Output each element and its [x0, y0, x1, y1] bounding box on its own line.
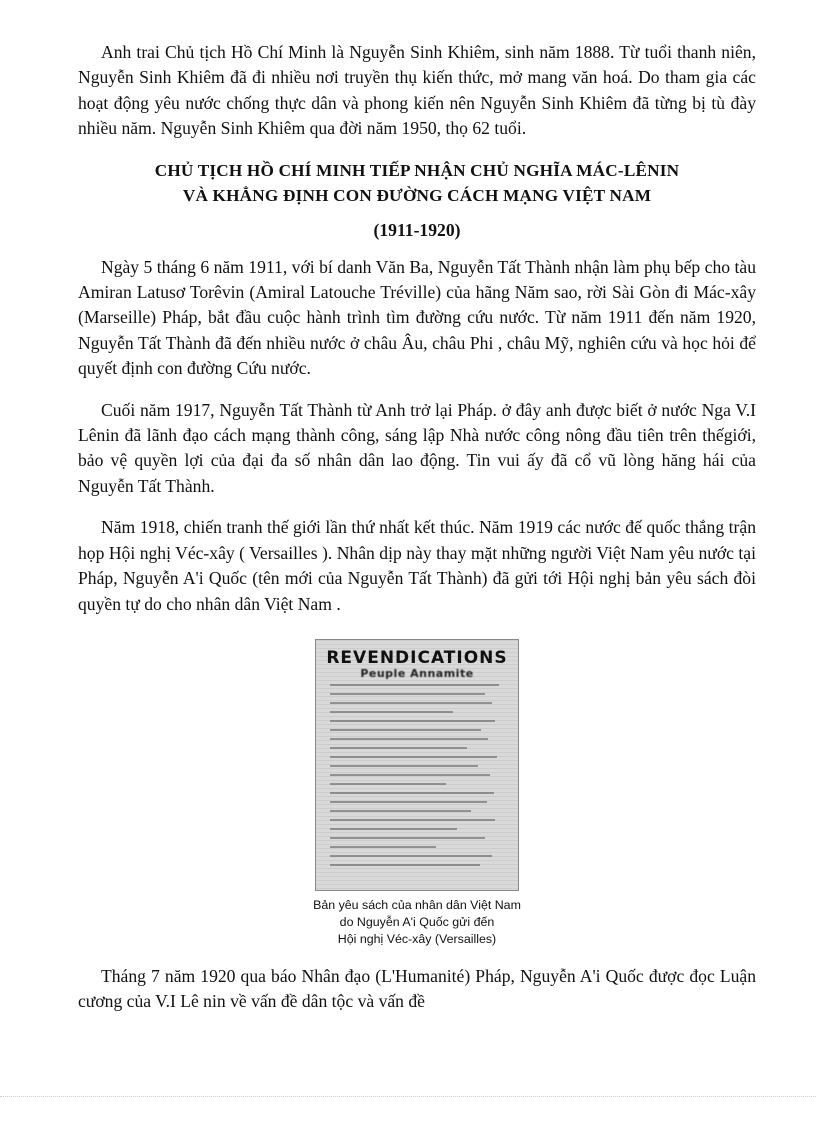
- caption-line3: Hội nghị Véc-xây (Versailles): [337, 931, 497, 946]
- image-subtitle: Peuple Annamite: [360, 666, 474, 680]
- figure-caption: [304, 897, 530, 948]
- section-heading: [78, 158, 756, 208]
- paragraph-1917: Cuối năm 1917, Nguyễn Tất Thành từ Anh trở lại Pháp. ở đây anh được biết ở nước Nga V.I Lênin đã lãnh đạo cách mạng thành công, sáng lập Nhà nước công nông đầu tiên trên thếgiới, bảo vệ quyền lợi của đại đa số nhân dân lao động. Tin vui ấy đã cổ vũ lòng hăng hái của Nguyễn Tất Thành.: [78, 399, 756, 496]
- caption-line1: Bản yêu sách của nhân dân Việt Nam: [313, 897, 521, 912]
- image-text-lines: [330, 684, 506, 880]
- section-heading-line2: VÀ KHẲNG ĐỊNH CON ĐƯỜNG CÁCH MẠNG VIỆT NAM: [182, 185, 652, 205]
- section-period: (1911-1920): [373, 219, 461, 240]
- section-heading-line1: CHỦ TỊCH HỒ CHÍ MINH TIẾP NHẬN CHỦ NGHĨA MÁC-LÊNIN: [154, 160, 680, 180]
- paragraph-brother: Anh trai Chủ tịch Hồ Chí Minh là Nguyễn Sinh Khiêm, sinh năm 1888. Từ tuổi thanh niên, Nguyễn Sinh Khiêm đã đi nhiều nơi truyền thụ kiến thức, mở mang văn hoá. Do tham gia các hoạt động yêu nước chống thực dân và phong kiến nên Nguyễn Sinh Khiêm đã từng bị tù đày nhiều năm. Nguyễn Sinh Khiêm qua đời năm 1950, thọ 62 tuổi.: [78, 42, 756, 139]
- caption-line2: do Nguyễn A'i Quốc gửi đến: [339, 914, 495, 929]
- page-bottom-rule: [0, 1096, 816, 1097]
- figure-revendications: [304, 639, 530, 948]
- image-title: REVENDICATIONS: [326, 647, 508, 668]
- paragraph-1911: Ngày 5 tháng 6 năm 1911, với bí danh Văn Ba, Nguyễn Tất Thành nhận làm phụ bếp cho tàu Amiran Latusơ Torêvin (Amiral Latouche Tréville) của hãng Năm sao, rời Sài Gòn đi Mác-xây (Marseille) Pháp, bắt đầu cuộc hành trình tìm đường cứu nước. Từ năm 1911 đến năm 1920, Nguyễn Tất Thành đã đến nhiều nước ở châu Âu, châu Phi , châu Mỹ, nghiên cứu và học hỏi để quyết định con đường Cứu nước.: [78, 256, 756, 379]
- paragraph-1920: Tháng 7 năm 1920 qua báo Nhân đạo (L'Humanité) Pháp, Nguyễn A'i Quốc được đọc Luận cương của V.I Lê nin về vấn đề dân tộc và vấn đề: [78, 965, 756, 1012]
- paragraph-1918: Năm 1918, chiến tranh thế giới lần thứ nhất kết thúc. Năm 1919 các nước đế quốc thắng trận họp Hội nghị Véc-xây ( Versailles ). Nhân dịp này thay mặt những người Việt Nam yêu nước tại Pháp, Nguyễn A'i Quốc (tên mới của Nguyễn Tất Thành) đã gửi tới Hội nghị bản yêu sách đòi quyền tự do cho nhân dân Việt Nam .: [78, 517, 756, 614]
- revendications-document-image: [315, 639, 519, 891]
- document-page: [78, 40, 756, 1015]
